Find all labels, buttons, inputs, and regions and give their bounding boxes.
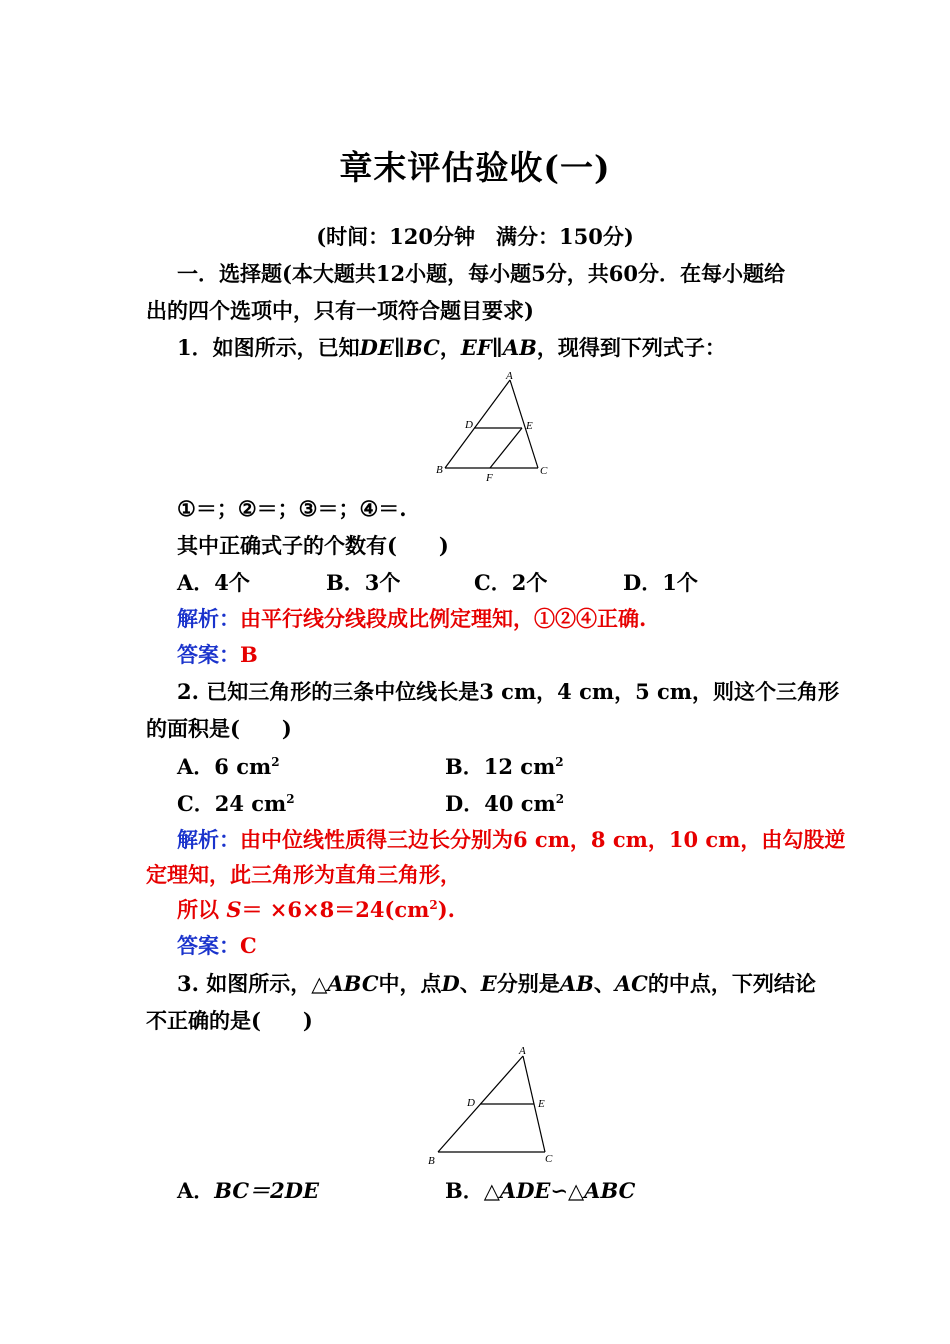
q3-label-c: C — [545, 1153, 553, 1165]
exam-info: (时间：120分钟 满分：150分) — [316, 224, 634, 249]
q3-label-a: A — [519, 1045, 526, 1057]
q2-option-d[interactable]: D．40 $cm^2$ — [445, 791, 565, 816]
q1-option-d[interactable]: D．1个 — [623, 570, 698, 595]
q2-analysis-line2: 定理知，此三角形为直角三角形， — [146, 862, 461, 887]
q1-label-f: F — [486, 472, 493, 484]
page-title: 章末评估验收(一) — [339, 148, 611, 187]
q1-triangle-figure — [428, 370, 558, 485]
q1-answer: 答案：B — [177, 642, 258, 667]
q3-label-e: E — [538, 1098, 545, 1110]
q1-label-c: C — [540, 465, 548, 477]
q1-option-b[interactable]: B．3个 — [326, 570, 401, 595]
q2-option-c[interactable]: C．24 $cm^2$ — [177, 791, 295, 816]
q1-label-a: A — [506, 370, 513, 382]
q3-option-b[interactable]: B．△ADE∽△ABC — [445, 1178, 636, 1203]
q2-stem-line2: 的面积是( ) — [146, 716, 292, 741]
q1-question: 其中正确式子的个数有( ) — [177, 533, 449, 558]
q2-answer: 答案：C — [177, 933, 257, 958]
q3-label-d: D — [467, 1097, 475, 1109]
q1-option-a[interactable]: A．4个 — [177, 570, 250, 595]
q2-option-b[interactable]: B．12 $cm^2$ — [445, 754, 564, 779]
q2-analysis-line1: 解析：由中位线性质得三边长分别为6 cm，8 cm，10 cm，由勾股逆 — [177, 827, 846, 852]
q3-stem-line2: 不正确的是( ) — [146, 1008, 313, 1033]
q3-triangle-figure — [424, 1042, 564, 1170]
q1-label-b: B — [436, 464, 443, 476]
section-heading-line2: 出的四个选项中，只有一项符合题目要求) — [146, 298, 534, 323]
q1-stem: 1．如图所示，已知DE∥BC，EF∥AB，现得到下列式子： — [177, 335, 726, 360]
q3-stem-line1: 3. 如图所示，△ABC中，点D、E分别是AB、AC的中点，下列结论 — [177, 971, 816, 996]
q1-option-c[interactable]: C．2个 — [474, 570, 548, 595]
q2-analysis-line3: 所以 $S= \times 6\times 8=24(cm^2)$. — [177, 897, 455, 922]
q1-label-e: E — [526, 420, 533, 432]
q1-analysis: 解析：由平行线分线段成比例定理知，①②④正确. — [177, 606, 647, 631]
q3-option-a[interactable]: A．BC＝2DE — [177, 1178, 319, 1203]
q2-option-a[interactable]: A．6 $cm^2$ — [177, 754, 280, 779]
q1-label-d: D — [465, 419, 473, 431]
q3-label-b: B — [428, 1155, 435, 1167]
q2-stem-line1: 2. 已知三角形的三条中位线长是3 cm，4 cm，5 cm，则这个三角形 — [177, 679, 840, 704]
q1-formulas: ①＝；②＝；③＝；④＝. — [177, 496, 407, 521]
section-heading-line1: 一．选择题(本大题共12小题，每小题5分，共60分．在每小题给 — [177, 261, 785, 286]
